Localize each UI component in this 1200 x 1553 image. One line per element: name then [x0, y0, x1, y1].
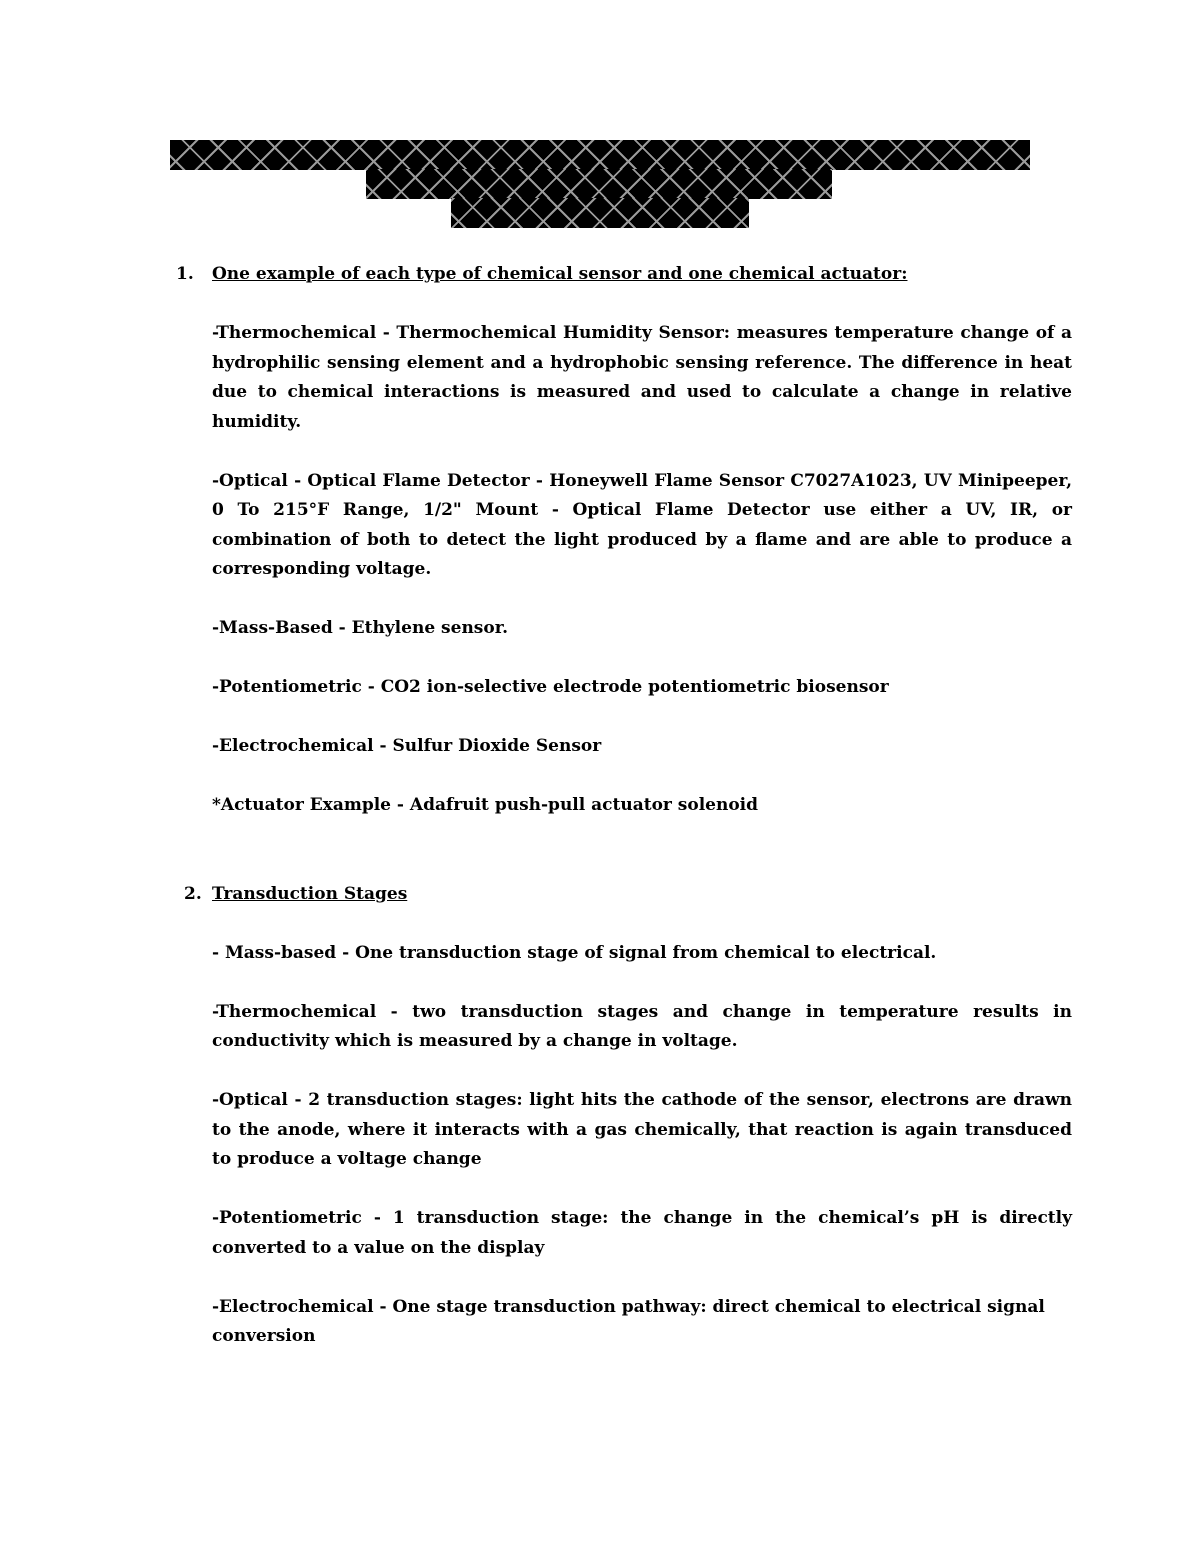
sensor-optical: -Optical - Optical Flame Detector - Honeywell Flame Sensor C7027A1023, UV Minipeeper, 0 To 215°F Range, 1/2" Mount - Optical Flame Detector use either a UV, IR, or combination of both to detect the light produced by a flame and are able to produce a corresponding voltage. — [212, 470, 1072, 579]
section-2-heading — [184, 880, 1072, 910]
stage-mass-based: - Mass-based - One transduction stage of signal from chemical to electrical. — [212, 942, 937, 963]
redacted-author-bar — [451, 198, 749, 228]
stage-thermochemical: -Thermochemical - two transduction stages and change in temperature results in conductivity which is measured by a change in voltage. — [212, 1001, 1072, 1051]
stage-electrochemical: -Electrochemical - One stage transduction pathway: direct chemical to electrical signal conversion — [212, 1296, 1045, 1346]
section-1-heading-text: One example of each type of chemical sensor and one chemical actuator: — [212, 264, 908, 284]
stage-potentiometric: -Potentiometric - 1 transduction stage: the change in the chemical’s pH is directly converted to a value on the display — [212, 1208, 1072, 1258]
redacted-subtitle-bar — [366, 169, 832, 199]
document-body — [176, 260, 1072, 1381]
sensor-thermochemical: -Thermochemical - Thermochemical Humidity Sensor: measures temperature change of a hydrophilic sensing element and a hydrophobic sensing reference. The difference in heat due to chemical interactions is measured and used to calculate a change in relative humidity. — [212, 323, 1072, 432]
sensor-potentiometric: -Potentiometric - CO2 ion-selective electrode potentiometric biosensor — [212, 677, 889, 697]
section-2-number: 2. — [184, 883, 202, 904]
section-2-heading-text: Transduction Stages — [212, 883, 408, 904]
section-1-number: 1. — [176, 264, 194, 284]
actuator-example: *Actuator Example - Adafruit push-pull actuator solenoid — [212, 795, 759, 815]
sensor-electrochemical: -Electrochemical - Sulfur Dioxide Sensor — [212, 736, 602, 756]
section-1-heading — [176, 260, 1072, 290]
stage-optical: -Optical - 2 transduction stages: light hits the cathode of the sensor, electrons are drawn to the anode, where it interacts with a gas chemically, that reaction is again transduced to produce a voltage change — [212, 1090, 1072, 1169]
sensor-mass-based: -Mass-Based - Ethylene sensor. — [212, 618, 509, 638]
redacted-title-bar — [170, 140, 1030, 170]
